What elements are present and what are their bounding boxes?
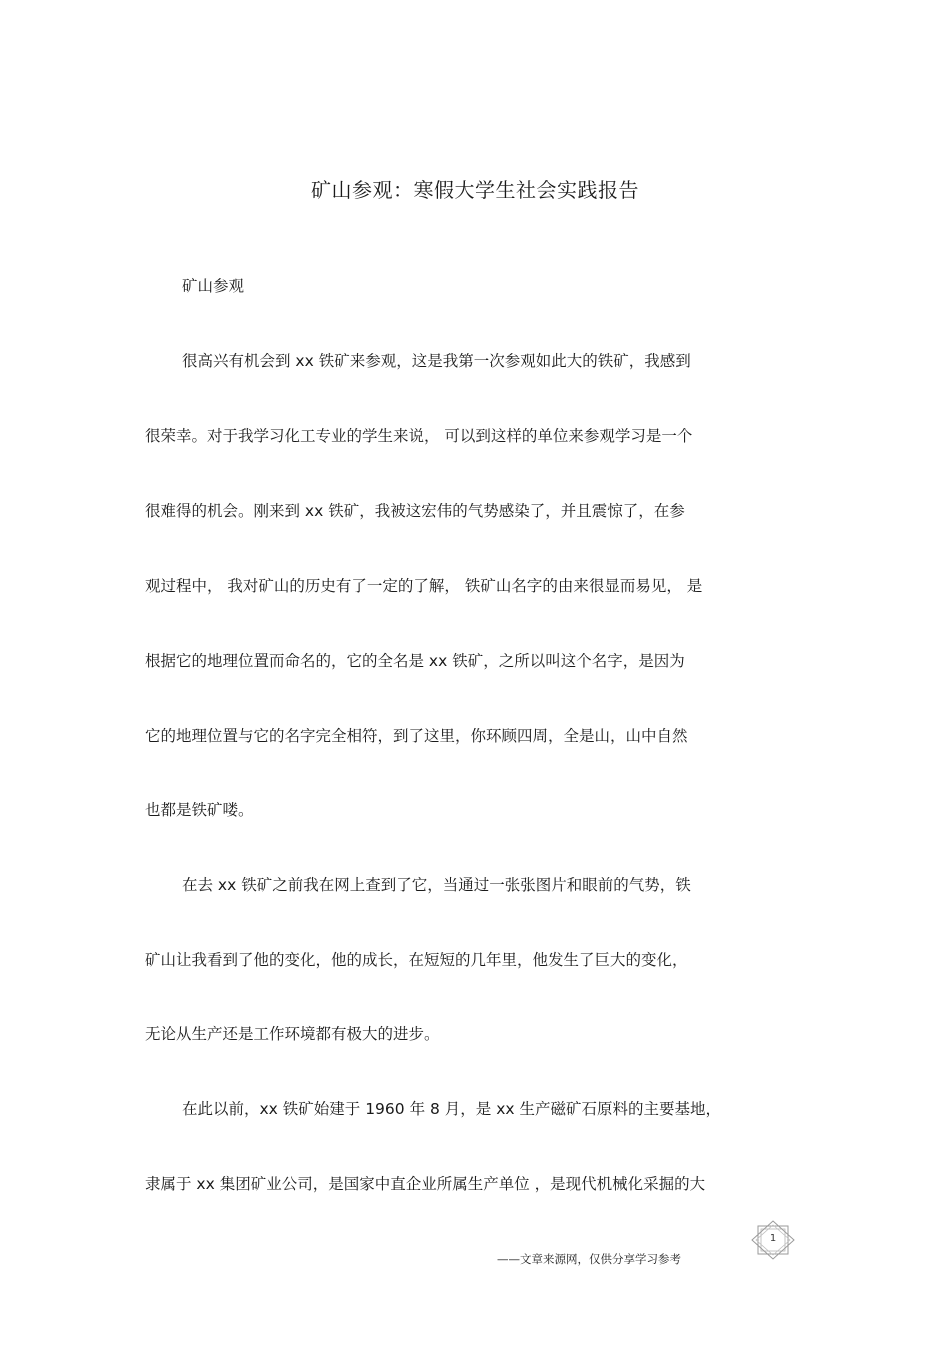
footer-note: ——文章来源网，仅供分享学习参考 — [497, 1252, 681, 1266]
page-title: 矿山参观：寒假大学生社会实践报告 — [311, 178, 639, 202]
body-line: 观过程中， 我对矿山的历史有了一定的了解， 铁矿山名字的由来很显而易见， 是 — [145, 577, 703, 595]
body-line: 很难得的机会。刚来到 xx 铁矿，我被这宏伟的气势感染了，并且震惊了，在参 — [145, 502, 685, 520]
page-number: 1 — [769, 1233, 777, 1244]
body-line: 根据它的地理位置而命名的，它的全名是 xx 铁矿，之所以叫这个名字，是因为 — [145, 652, 685, 670]
body-line: 它的地理位置与它的名字完全相符，到了这里，你环顾四周，全是山，山中自然 — [145, 727, 688, 745]
body-line: 无论从生产还是工作环境都有极大的进步。 — [145, 1025, 440, 1043]
body-line: 很高兴有机会到 xx 铁矿来参观，这是我第一次参观如此大的铁矿，我感到 — [182, 352, 691, 370]
body-line: 在去 xx 铁矿之前我在网上查到了它，当通过一张张图片和眼前的气势，铁 — [182, 876, 691, 894]
body-line: 隶属于 xx 集团矿业公司，是国家中直企业所属生产单位 ，是现代机械化采掘的大 — [145, 1175, 706, 1193]
body-line: 矿山参观 — [182, 277, 245, 295]
body-line: 很荣幸。对于我学习化工专业的学生来说， 可以到这样的单位来参观学习是一个 — [145, 427, 693, 445]
body-line: 矿山让我看到了他的变化，他的成长，在短短的几年里，他发生了巨大的变化， — [145, 951, 688, 969]
body-line: 在此以前，xx 铁矿始建于 1960 年 8 月，是 xx 生产磁矿石原料的主要基地， — [182, 1100, 721, 1118]
body-line: 也都是铁矿喽。 — [145, 801, 254, 819]
page-number-badge — [750, 1220, 796, 1260]
